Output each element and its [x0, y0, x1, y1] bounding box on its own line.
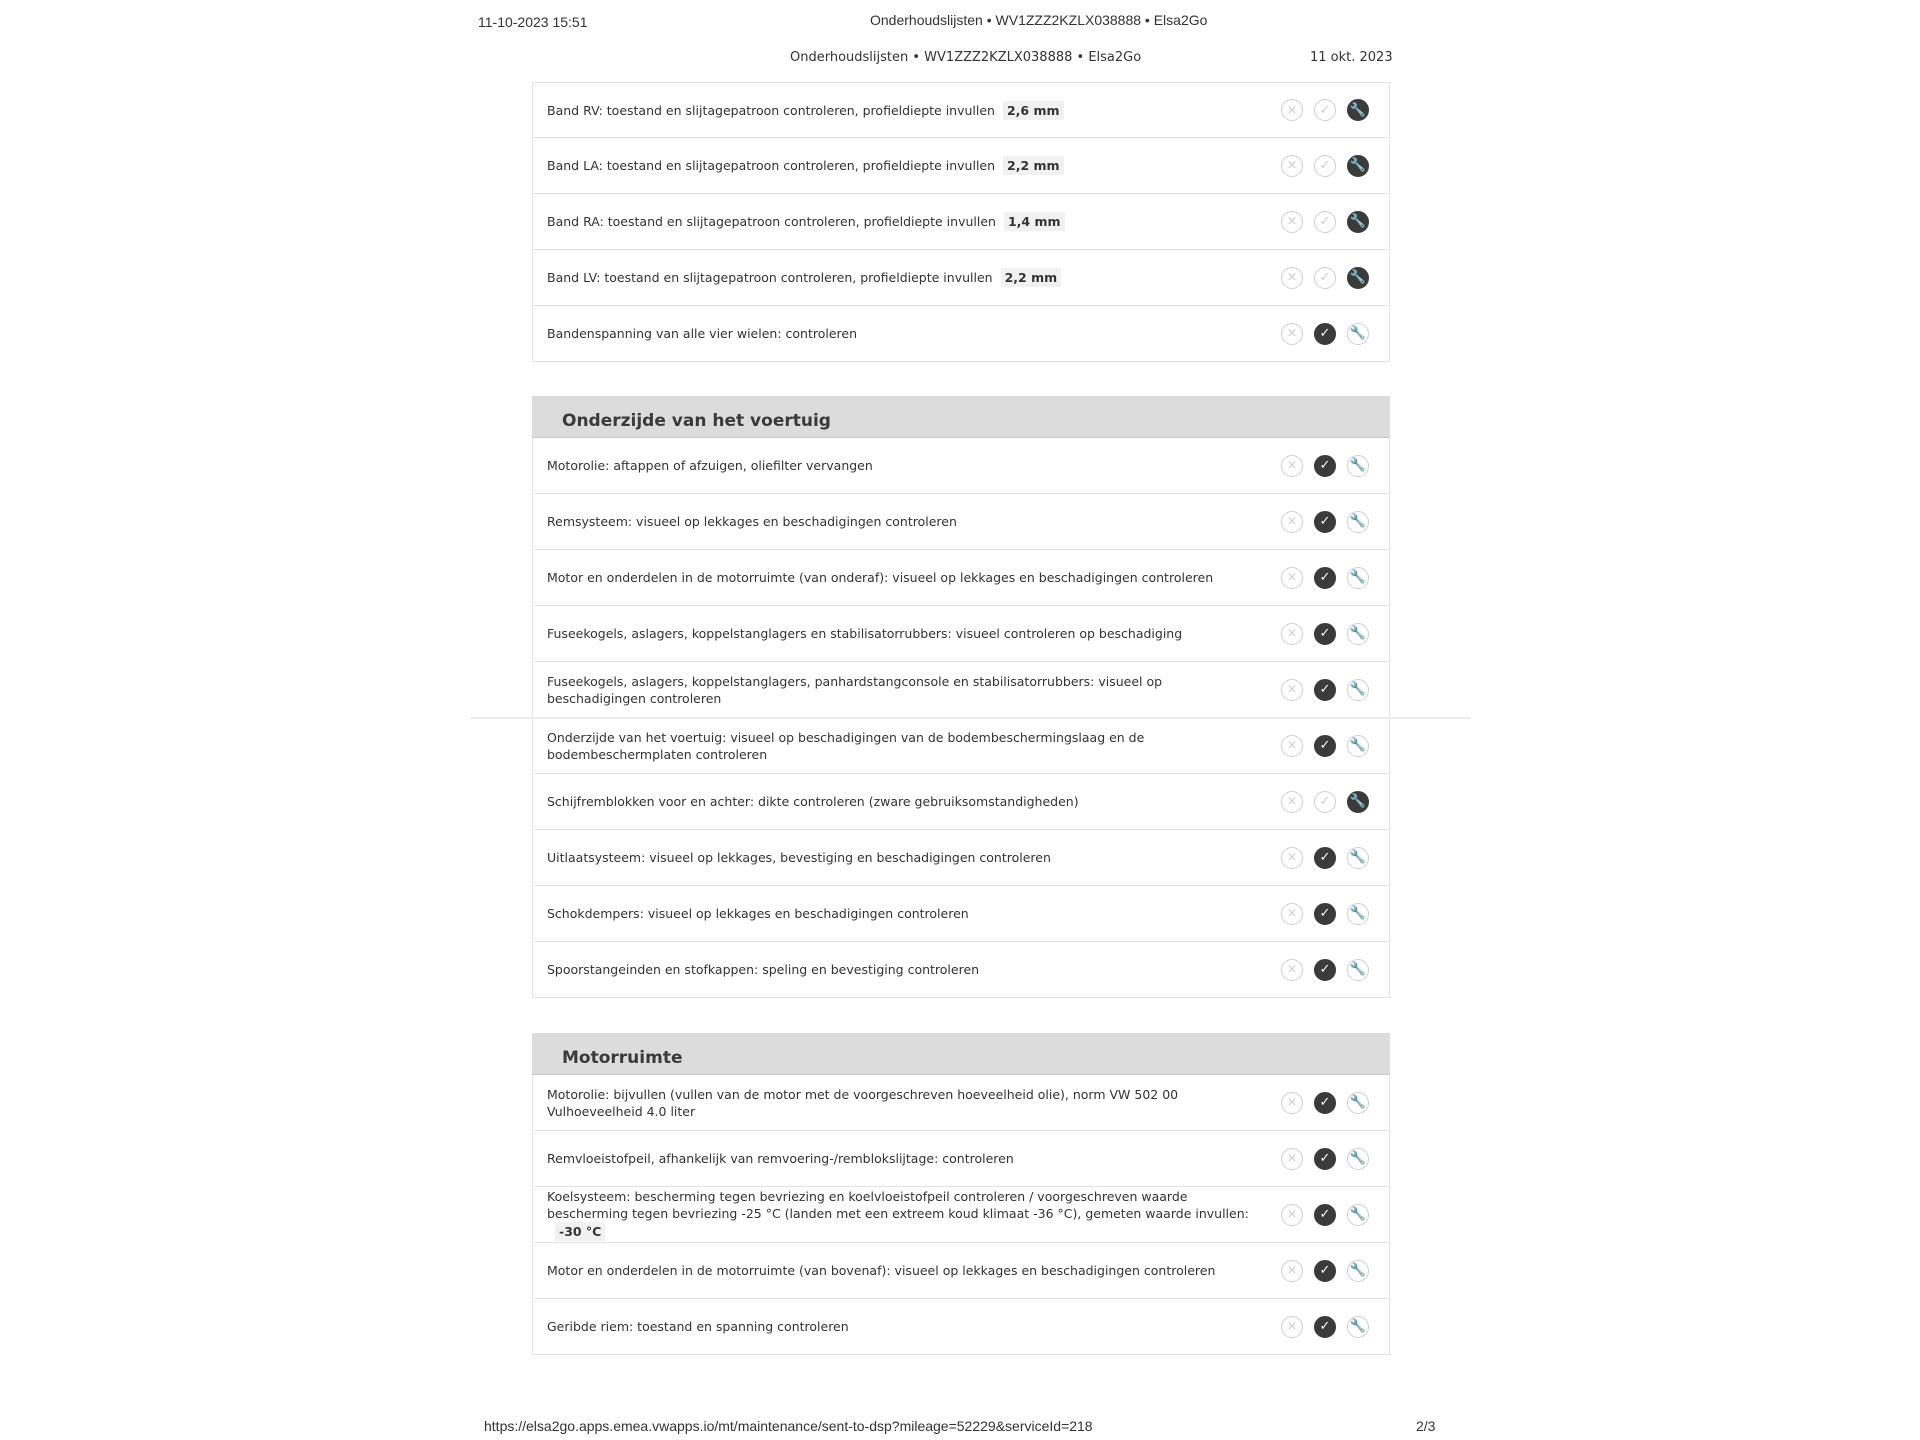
- paper-fold-line: [470, 717, 1470, 719]
- not-ok-icon[interactable]: ×: [1281, 735, 1303, 757]
- row-text: Schijfremblokken voor en achter: dikte controleren (zware gebruiksomstandigheden): [547, 794, 1079, 809]
- row-text: Motor en onderdelen in de motorruimte (van onderaf): visueel op lekkages en beschadigingen controleren: [547, 570, 1214, 585]
- not-ok-icon[interactable]: ×: [1281, 623, 1303, 645]
- checklist-row: [532, 774, 1390, 830]
- status-icons: [1281, 623, 1369, 645]
- ok-icon[interactable]: ✓: [1314, 903, 1336, 925]
- not-ok-icon[interactable]: ×: [1281, 99, 1303, 121]
- status-icons: [1281, 455, 1369, 477]
- not-ok-icon[interactable]: ×: [1281, 1148, 1303, 1170]
- print-url: https://elsa2go.apps.emea.vwapps.io/mt/maintenance/sent-to-dsp?mileage=52229&serviceId=218: [484, 1418, 1093, 1434]
- repair-icon[interactable]: 🔧: [1347, 211, 1369, 233]
- status-icons: [1281, 1260, 1369, 1282]
- ok-icon[interactable]: ✓: [1314, 1316, 1336, 1338]
- row-text: Band LA: toestand en slijtagepatroon controleren, profieldiepte invullen 2,2 mm: [547, 156, 1064, 175]
- row-text: Band LV: toestand en slijtagepatroon controleren, profieldiepte invullen 2,2 mm: [547, 268, 1061, 287]
- status-icons: [1281, 679, 1369, 701]
- ok-icon[interactable]: ✓: [1314, 323, 1336, 345]
- ok-icon[interactable]: ✓: [1314, 455, 1336, 477]
- row-text: Geribde riem: toestand en spanning controleren: [547, 1319, 849, 1334]
- not-ok-icon[interactable]: ×: [1281, 267, 1303, 289]
- status-icons: [1281, 567, 1369, 589]
- repair-icon[interactable]: 🔧: [1347, 959, 1369, 981]
- not-ok-icon[interactable]: ×: [1281, 679, 1303, 701]
- measured-value: -30 °C: [555, 1222, 605, 1241]
- not-ok-icon[interactable]: ×: [1281, 211, 1303, 233]
- repair-icon[interactable]: 🔧: [1347, 791, 1369, 813]
- section-underbody: [532, 396, 1390, 998]
- status-icons: [1281, 735, 1369, 757]
- status-icons: [1281, 155, 1369, 177]
- repair-icon[interactable]: 🔧: [1347, 1204, 1369, 1226]
- row-text: Remsysteem: visueel op lekkages en beschadigingen controleren: [547, 514, 957, 529]
- checklist-row: [532, 830, 1390, 886]
- row-text: Motorolie: aftappen of afzuigen, oliefilter vervangen: [547, 458, 873, 473]
- status-icons: [1281, 1316, 1369, 1338]
- ok-icon[interactable]: ✓: [1314, 847, 1336, 869]
- row-text: Bandenspanning van alle vier wielen: controleren: [547, 326, 858, 341]
- section-tires: [532, 82, 1390, 362]
- row-text: Fuseekogels, aslagers, koppelstanglagers en stabilisatorrubbers: visueel controleren op beschadiging: [547, 626, 1183, 641]
- row-text: Spoorstangeinden en stofkappen: speling en bevestiging controleren: [547, 962, 980, 977]
- checklist-row: [532, 1187, 1390, 1243]
- repair-icon[interactable]: 🔧: [1347, 735, 1369, 757]
- checklist-row: [532, 494, 1390, 550]
- measured-value: 2,6 mm: [1003, 101, 1064, 120]
- doc-date: 11 okt. 2023: [1310, 50, 1393, 65]
- repair-icon[interactable]: 🔧: [1347, 511, 1369, 533]
- repair-icon[interactable]: 🔧: [1347, 1260, 1369, 1282]
- ok-icon[interactable]: ✓: [1314, 1148, 1336, 1170]
- ok-icon[interactable]: ✓: [1314, 99, 1336, 121]
- ok-icon[interactable]: ✓: [1314, 679, 1336, 701]
- ok-icon[interactable]: ✓: [1314, 1204, 1336, 1226]
- not-ok-icon[interactable]: ×: [1281, 511, 1303, 533]
- not-ok-icon[interactable]: ×: [1281, 1260, 1303, 1282]
- page-number: 2/3: [1416, 1418, 1436, 1434]
- measured-value: 2,2 mm: [1003, 156, 1064, 175]
- repair-icon[interactable]: 🔧: [1347, 155, 1369, 177]
- row-text: Onderzijde van het voertuig: visueel op beschadigingen van de bodembeschermingslaag en de bodembeschermplaten controleren: [547, 729, 1145, 762]
- section-engine-bay: [532, 1033, 1390, 1355]
- repair-icon[interactable]: 🔧: [1347, 267, 1369, 289]
- checklist-row: [532, 1131, 1390, 1187]
- status-icons: [1281, 211, 1369, 233]
- ok-icon[interactable]: ✓: [1314, 567, 1336, 589]
- status-icons: [1281, 791, 1369, 813]
- print-datetime: 11-10-2023 15:51: [478, 14, 588, 30]
- ok-icon[interactable]: ✓: [1314, 959, 1336, 981]
- not-ok-icon[interactable]: ×: [1281, 155, 1303, 177]
- measured-value: 1,4 mm: [1004, 212, 1065, 231]
- row-text: Motor en onderdelen in de motorruimte (van bovenaf): visueel op lekkages en beschadigingen controleren: [547, 1263, 1216, 1278]
- row-text: Fuseekogels, aslagers, koppelstanglagers, panhardstangconsole en stabilisatorrubbers: visueel op beschadigingen controleren: [547, 673, 1163, 706]
- ok-icon[interactable]: ✓: [1314, 791, 1336, 813]
- repair-icon[interactable]: 🔧: [1347, 847, 1369, 869]
- checklist-row: [532, 82, 1390, 138]
- checklist-row: [532, 306, 1390, 362]
- checklist-row: [532, 1243, 1390, 1299]
- repair-icon[interactable]: 🔧: [1347, 567, 1369, 589]
- not-ok-icon[interactable]: ×: [1281, 1204, 1303, 1226]
- status-icons: [1281, 511, 1369, 533]
- not-ok-icon[interactable]: ×: [1281, 567, 1303, 589]
- checklist-row: [532, 886, 1390, 942]
- ok-icon[interactable]: ✓: [1314, 735, 1336, 757]
- repair-icon[interactable]: 🔧: [1347, 99, 1369, 121]
- not-ok-icon[interactable]: ×: [1281, 903, 1303, 925]
- repair-icon[interactable]: 🔧: [1347, 1316, 1369, 1338]
- checklist-row: [532, 250, 1390, 306]
- checklist-row: [532, 942, 1390, 998]
- repair-icon[interactable]: 🔧: [1347, 455, 1369, 477]
- not-ok-icon[interactable]: ×: [1281, 455, 1303, 477]
- status-icons: [1281, 959, 1369, 981]
- not-ok-icon[interactable]: ×: [1281, 791, 1303, 813]
- row-text: Schokdempers: visueel op lekkages en beschadigingen controleren: [547, 906, 969, 921]
- checklist-row: [532, 438, 1390, 494]
- row-text: Band RA: toestand en slijtagepatroon controleren, profieldiepte invullen 1,4 mm: [547, 212, 1065, 231]
- row-text: Uitlaatsysteem: visueel op lekkages, bevestiging en beschadigingen controleren: [547, 850, 1051, 865]
- ok-icon[interactable]: ✓: [1314, 1260, 1336, 1282]
- not-ok-icon[interactable]: ×: [1281, 323, 1303, 345]
- repair-icon[interactable]: 🔧: [1347, 623, 1369, 645]
- not-ok-icon[interactable]: ×: [1281, 1316, 1303, 1338]
- ok-icon[interactable]: ✓: [1314, 211, 1336, 233]
- repair-icon[interactable]: 🔧: [1347, 323, 1369, 345]
- row-text: Remvloeistofpeil, afhankelijk van remvoering-/remblokslijtage: controleren: [547, 1151, 1014, 1166]
- status-icons: [1281, 323, 1369, 345]
- repair-icon[interactable]: 🔧: [1347, 1148, 1369, 1170]
- repair-icon[interactable]: 🔧: [1347, 679, 1369, 701]
- section-heading: Motorruimte: [532, 1033, 1390, 1075]
- ok-icon[interactable]: ✓: [1314, 511, 1336, 533]
- row-text: Band RV: toestand en slijtagepatroon controleren, profieldiepte invullen 2,6 mm: [547, 101, 1064, 120]
- not-ok-icon[interactable]: ×: [1281, 847, 1303, 869]
- status-icons: [1281, 903, 1369, 925]
- ok-icon[interactable]: ✓: [1314, 623, 1336, 645]
- checklist-row: [532, 1075, 1390, 1131]
- not-ok-icon[interactable]: ×: [1281, 1092, 1303, 1114]
- checklist-row: [532, 138, 1390, 194]
- checklist-row: [532, 1299, 1390, 1355]
- row-text: Motorolie: bijvullen (vullen van de motor met de voorgeschreven hoeveelheid olie), norm VW 502 00 Vulhoeveelheid 4.0 liter: [547, 1086, 1179, 1119]
- not-ok-icon[interactable]: ×: [1281, 959, 1303, 981]
- repair-icon[interactable]: 🔧: [1347, 1092, 1369, 1114]
- print-title: Onderhoudslijsten • WV1ZZZ2KZLX038888 • Elsa2Go: [870, 12, 1208, 28]
- row-text: Koelsysteem: bescherming tegen bevriezing en koelvloeistofpeil controleren / voorgeschreven waarde bescherming tegen bevriezing -25 °C (landen met een extreem koud klimaat -36 °C), gemeten waarde invullen:-30 °C: [547, 1189, 1249, 1239]
- status-icons: [1281, 99, 1369, 121]
- ok-icon[interactable]: ✓: [1314, 155, 1336, 177]
- doc-title: Onderhoudslijsten • WV1ZZZ2KZLX038888 • Elsa2Go: [790, 50, 1142, 65]
- status-icons: [1281, 267, 1369, 289]
- ok-icon[interactable]: ✓: [1314, 267, 1336, 289]
- checklist-row: [532, 718, 1390, 774]
- section-heading: Onderzijde van het voertuig: [532, 396, 1390, 438]
- ok-icon[interactable]: ✓: [1314, 1092, 1336, 1114]
- checklist-row: [532, 550, 1390, 606]
- checklist-row: [532, 606, 1390, 662]
- checklist-row: [532, 194, 1390, 250]
- checklist-row: [532, 662, 1390, 718]
- measured-value: 2,2 mm: [1001, 268, 1062, 287]
- status-icons: [1281, 1092, 1369, 1114]
- status-icons: [1281, 1204, 1369, 1226]
- repair-icon[interactable]: 🔧: [1347, 903, 1369, 925]
- status-icons: [1281, 847, 1369, 869]
- status-icons: [1281, 1148, 1369, 1170]
